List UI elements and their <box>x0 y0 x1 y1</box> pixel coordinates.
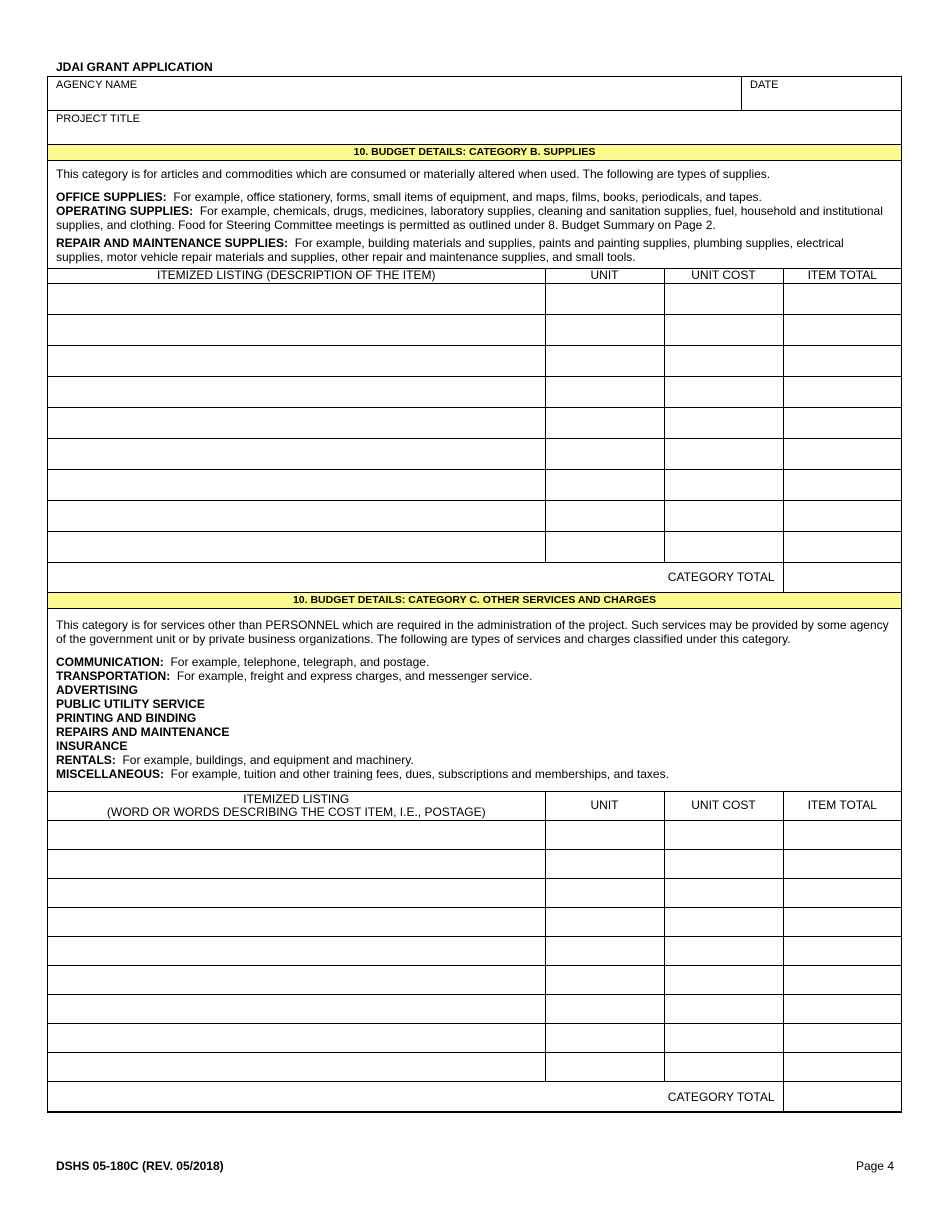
agency-name-label: AGENCY NAME <box>56 79 138 91</box>
unit-cell[interactable] <box>545 821 664 850</box>
rentals-text <box>56 753 893 767</box>
table-row <box>48 531 901 562</box>
item-cell[interactable] <box>48 438 545 469</box>
unit-cost-cell[interactable] <box>664 407 783 438</box>
operating-supplies-desc: For example, chemicals, drugs, medicines, laboratory supplies, cleaning and sanitation supplies, fuel, household and institutional supplies, and clothing. Food for Steering Committee meetings is permitted as outlined under 8. Budget Summary on Page 2. <box>56 204 883 232</box>
item-cell[interactable] <box>48 407 545 438</box>
agency-name-field[interactable] <box>48 77 742 110</box>
unit-cost-cell[interactable] <box>664 469 783 500</box>
item-total-cell[interactable] <box>783 850 901 879</box>
item-cell[interactable] <box>48 821 545 850</box>
table-row <box>48 438 901 469</box>
item-cell[interactable] <box>48 879 545 908</box>
section-b-intro: This category is for articles and commodities which are consumed or materially altered when used. The following are types of supplies. <box>56 167 771 181</box>
col-item-total: ITEM TOTAL <box>783 269 901 283</box>
office-supplies-label: OFFICE SUPPLIES: <box>56 190 167 204</box>
repair-supplies-label: REPAIR AND MAINTENANCE SUPPLIES: <box>56 236 289 250</box>
unit-cell[interactable] <box>545 850 664 879</box>
transportation-desc: For example, freight and express charges, and messenger service. <box>176 668 533 683</box>
unit-cost-cell[interactable] <box>664 966 783 995</box>
communication-desc: For example, telephone, telegraph, and postage. <box>170 654 430 669</box>
rentals-label: RENTALS: <box>56 752 116 767</box>
unit-cell[interactable] <box>545 879 664 908</box>
table-row <box>48 407 901 438</box>
item-cell[interactable] <box>48 283 545 314</box>
repair-supplies-text <box>56 236 893 264</box>
item-cell[interactable] <box>48 500 545 531</box>
unit-cell[interactable] <box>545 966 664 995</box>
form-title: JDAI GRANT APPLICATION <box>56 60 213 74</box>
section-c-title: 10. BUDGET DETAILS: CATEGORY C. OTHER SERVICES AND CHARGES <box>48 593 901 609</box>
item-total-cell[interactable] <box>783 879 901 908</box>
unit-cell[interactable] <box>545 531 664 562</box>
item-cell[interactable] <box>48 937 545 966</box>
unit-cell[interactable] <box>545 937 664 966</box>
unit-cost-cell[interactable] <box>664 908 783 937</box>
item-cell[interactable] <box>48 531 545 562</box>
unit-cost-cell[interactable] <box>664 937 783 966</box>
miscellaneous-label: MISCELLANEOUS: <box>56 766 164 781</box>
item-cell[interactable] <box>48 966 545 995</box>
col-item-total: ITEM TOTAL <box>783 792 901 821</box>
miscellaneous-text <box>56 767 893 781</box>
category-total-label: CATEGORY TOTAL <box>48 562 783 592</box>
unit-cell[interactable] <box>545 283 664 314</box>
unit-cell[interactable] <box>545 995 664 1024</box>
services-table-header <box>48 792 901 821</box>
unit-cell[interactable] <box>545 345 664 376</box>
category-total-label: CATEGORY TOTAL <box>48 1082 783 1112</box>
item-total-cell[interactable] <box>783 500 901 531</box>
item-cell[interactable] <box>48 850 545 879</box>
office-supplies-desc: For example, office stationery, forms, small items of equipment, and maps, films, books, periodicals, and tapes. <box>173 190 762 204</box>
item-total-cell[interactable] <box>783 1024 901 1053</box>
office-supplies-text <box>56 190 893 204</box>
unit-cell[interactable] <box>545 500 664 531</box>
item-cell[interactable] <box>48 469 545 500</box>
operating-supplies-text <box>56 204 893 232</box>
unit-cost-cell[interactable] <box>664 995 783 1024</box>
header-row <box>48 77 901 111</box>
col-itemized-listing <box>48 792 545 821</box>
unit-cell[interactable] <box>545 438 664 469</box>
unit-cost-cell[interactable] <box>664 1024 783 1053</box>
section-c-description <box>48 609 901 792</box>
item-total-cell[interactable] <box>783 283 901 314</box>
public-utility-label: PUBLIC UTILITY SERVICE <box>56 696 205 711</box>
col-unit: UNIT <box>545 792 664 821</box>
repairs-label: REPAIRS AND MAINTENANCE <box>56 724 230 739</box>
repair-supplies-desc: For example, building materials and supplies, paints and painting supplies, plumbing supplies, electrical supplies, motor vehicle repair materials and supplies, other repair and maintenance supplies, and small tools. <box>56 236 844 264</box>
unit-cost-cell[interactable] <box>664 531 783 562</box>
table-row <box>48 995 901 1024</box>
item-total-cell[interactable] <box>783 345 901 376</box>
item-total-cell[interactable] <box>783 1053 901 1082</box>
table-row <box>48 879 901 908</box>
item-total-cell[interactable] <box>783 821 901 850</box>
item-cell[interactable] <box>48 995 545 1024</box>
item-total-cell[interactable] <box>783 314 901 345</box>
unit-cell[interactable] <box>545 1024 664 1053</box>
unit-cost-cell[interactable] <box>664 376 783 407</box>
col-unit: UNIT <box>545 269 664 283</box>
transportation-text <box>56 669 893 683</box>
category-c-total-row <box>48 1082 901 1112</box>
item-cell[interactable] <box>48 314 545 345</box>
unit-cost-cell[interactable] <box>664 821 783 850</box>
table-row <box>48 821 901 850</box>
col-unit-cost: UNIT COST <box>664 792 783 821</box>
table-row <box>48 966 901 995</box>
unit-cost-cell[interactable] <box>664 438 783 469</box>
project-title-field[interactable] <box>48 111 901 145</box>
supplies-table <box>48 269 901 593</box>
transportation-label: TRANSPORTATION: <box>56 668 171 683</box>
item-cell[interactable] <box>48 908 545 937</box>
col-unit-cost: UNIT COST <box>664 269 783 283</box>
item-total-cell[interactable] <box>783 376 901 407</box>
col-itemized-listing: ITEMIZED LISTING (DESCRIPTION OF THE ITEM) <box>48 269 545 283</box>
unit-cell[interactable] <box>545 908 664 937</box>
unit-cost-cell[interactable] <box>664 345 783 376</box>
table-row <box>48 908 901 937</box>
item-total-cell[interactable] <box>783 966 901 995</box>
unit-cost-cell[interactable] <box>664 500 783 531</box>
unit-cell[interactable] <box>545 1053 664 1082</box>
table-row <box>48 469 901 500</box>
item-total-cell[interactable] <box>783 908 901 937</box>
unit-cost-cell[interactable] <box>664 850 783 879</box>
item-total-cell[interactable] <box>783 995 901 1024</box>
item-total-cell[interactable] <box>783 407 901 438</box>
table-row <box>48 500 901 531</box>
unit-cell[interactable] <box>545 314 664 345</box>
unit-cost-cell[interactable] <box>664 314 783 345</box>
unit-cell[interactable] <box>545 407 664 438</box>
unit-cell[interactable] <box>545 376 664 407</box>
communication-label: COMMUNICATION: <box>56 654 164 669</box>
item-total-cell[interactable] <box>783 937 901 966</box>
item-cell[interactable] <box>48 376 545 407</box>
services-table <box>48 792 901 1113</box>
col-itemized-listing-line2: (WORD OR WORDS DESCRIBING THE COST ITEM, I.E., POSTAGE) <box>106 804 486 819</box>
application-form <box>47 76 902 1113</box>
table-row <box>48 376 901 407</box>
category-total-cell[interactable] <box>783 562 901 592</box>
section-b-description <box>48 161 901 269</box>
item-cell[interactable] <box>48 1024 545 1053</box>
table-row <box>48 850 901 879</box>
table-row <box>48 283 901 314</box>
operating-supplies-label: OPERATING SUPPLIES: <box>56 204 194 218</box>
unit-cost-cell[interactable] <box>664 283 783 314</box>
table-row <box>48 1024 901 1053</box>
miscellaneous-desc: For example, tuition and other training fees, dues, subscriptions and memberships, and taxes. <box>170 766 669 781</box>
table-row <box>48 345 901 376</box>
item-total-cell[interactable] <box>783 438 901 469</box>
communication-text <box>56 655 893 669</box>
col-itemized-listing-line1: ITEMIZED LISTING <box>243 791 350 806</box>
unit-cost-cell[interactable] <box>664 1053 783 1082</box>
insurance-label: INSURANCE <box>56 738 128 753</box>
unit-cell[interactable] <box>545 469 664 500</box>
supplies-table-header <box>48 269 901 283</box>
unit-cost-cell[interactable] <box>664 879 783 908</box>
printing-label: PRINTING AND BINDING <box>56 710 197 725</box>
section-b-title: 10. BUDGET DETAILS: CATEGORY B. SUPPLIES <box>48 145 901 161</box>
section-c-intro: This category is for services other than PERSONNEL which are required in the administration of the project. Such services may be provided by some agency of the government unit or by private business organizations. The following are types of services and charges classified under this category. <box>56 617 889 646</box>
category-total-cell[interactable] <box>783 1082 901 1112</box>
project-title-label: PROJECT TITLE <box>56 113 140 125</box>
item-total-cell[interactable] <box>783 469 901 500</box>
item-cell[interactable] <box>48 1053 545 1082</box>
item-cell[interactable] <box>48 345 545 376</box>
category-b-total-row <box>48 562 901 592</box>
table-row <box>48 937 901 966</box>
advertising-label: ADVERTISING <box>56 682 139 697</box>
rentals-desc: For example, buildings, and equipment and machinery. <box>122 752 414 767</box>
item-total-cell[interactable] <box>783 531 901 562</box>
page-number: Page 4 <box>855 1159 894 1173</box>
date-field[interactable] <box>742 77 901 110</box>
date-label: DATE <box>750 79 779 91</box>
table-row <box>48 314 901 345</box>
table-row <box>48 1053 901 1082</box>
form-number: DSHS 05-180C (REV. 05/2018) <box>56 1159 224 1173</box>
